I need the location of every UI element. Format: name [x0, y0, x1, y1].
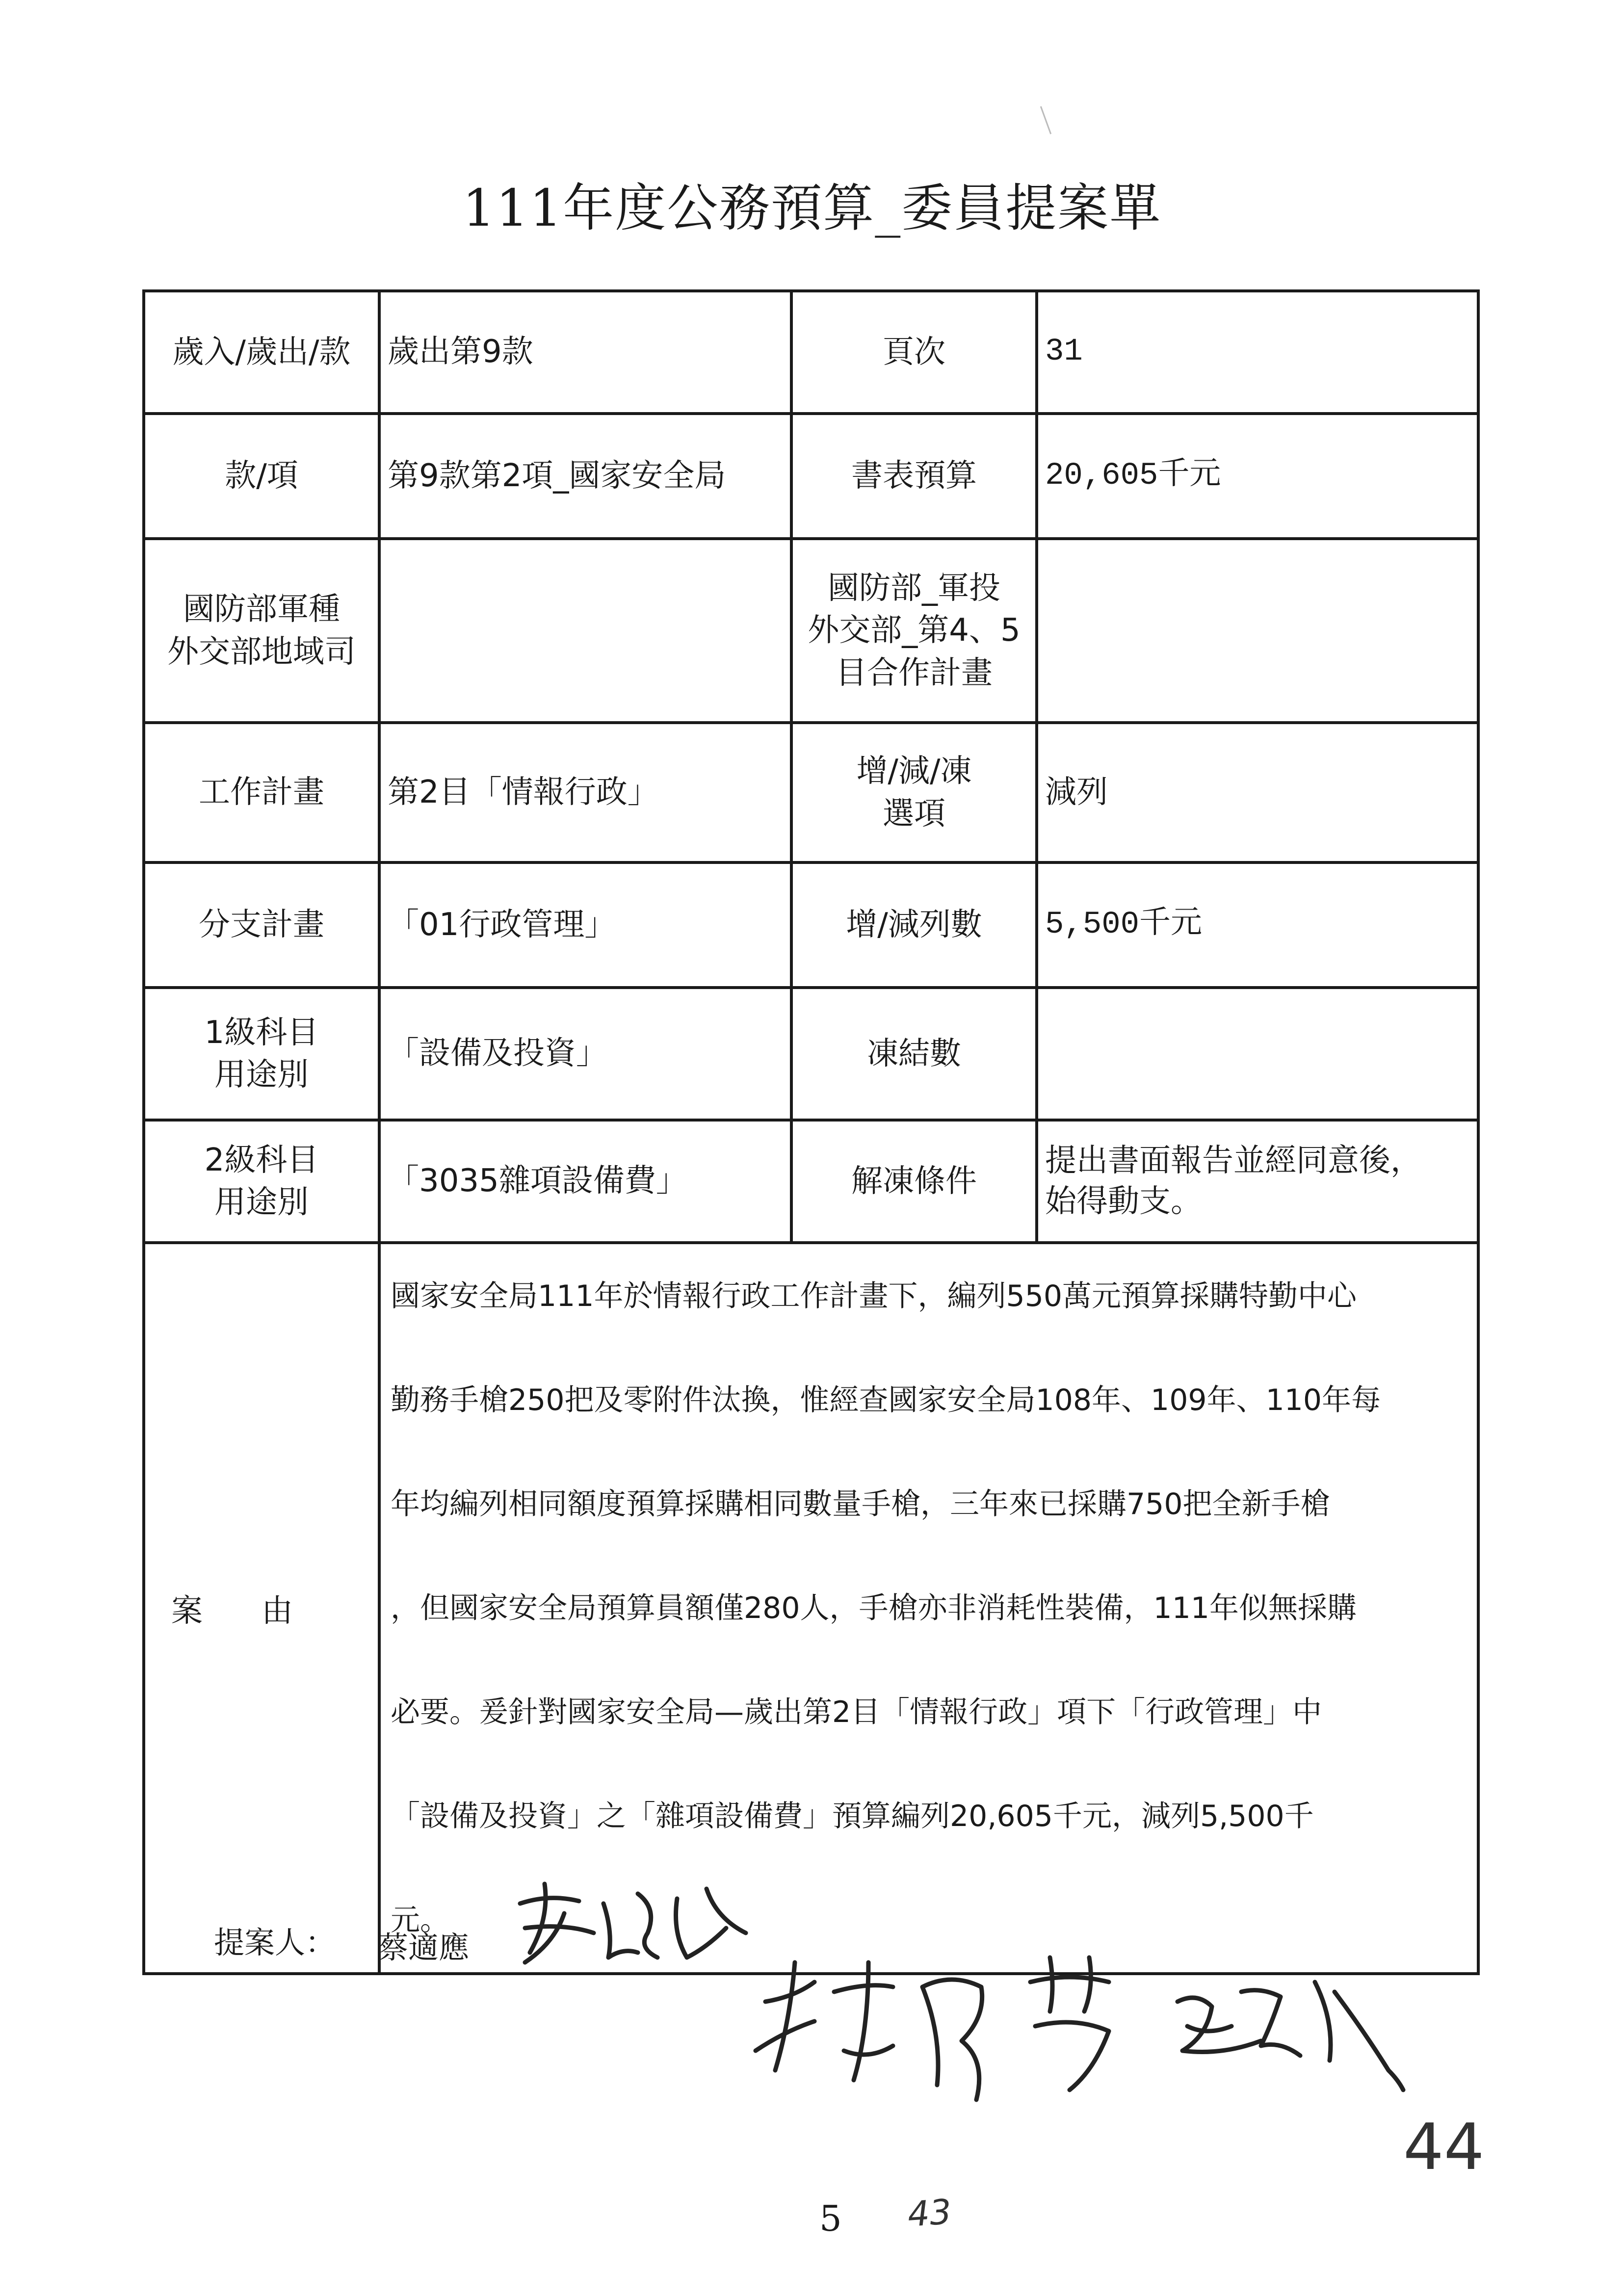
label-frozen-amount: 凍結數 — [791, 988, 1037, 1120]
label-ministry-line1: 國防部軍種 — [183, 591, 340, 628]
label-coop-line3: 目合作計畫 — [836, 654, 993, 691]
handwritten-total-number: 44 — [1403, 2110, 1485, 2184]
label-ministry-line2: 外交部地域司 — [167, 633, 356, 670]
value-work-plan: 第2目「情報行政」 — [379, 723, 791, 862]
proposal-form-table — [142, 289, 1480, 1975]
reason-line: 勤務手槍250把及零附件汰換，惟經查國家安全局108年、109年、110年每 — [391, 1383, 1381, 1417]
label-adjust-option — [791, 723, 1037, 862]
signature-stroke — [1315, 1982, 1403, 2090]
value-section-item: 第9款第2項_國家安全局 — [379, 414, 791, 539]
stray-pen-mark — [1040, 106, 1051, 134]
label-statement-budget: 書表預算 — [791, 414, 1037, 539]
value-ministry-division — [379, 539, 791, 723]
row-level2-subject — [144, 1120, 1478, 1243]
label-adjust-amount: 增/減列數 — [791, 862, 1037, 988]
label-level2-line1: 2級科目 — [204, 1142, 319, 1178]
row-level1-subject — [144, 988, 1478, 1120]
value-level2-subject: 「3035雜項設備費」 — [379, 1120, 791, 1243]
label-ministry-division — [144, 539, 379, 723]
label-level1-line1: 1級科目 — [204, 1014, 319, 1051]
value-page-ref: 31 — [1037, 291, 1478, 414]
label-level2-line2: 用途別 — [214, 1184, 309, 1221]
value-frozen-amount — [1037, 988, 1478, 1120]
label-adjust-line2: 選項 — [883, 795, 945, 832]
row-reason — [144, 1243, 1478, 1974]
value-cooperation-plan — [1037, 539, 1478, 723]
reason-text — [379, 1243, 1478, 1974]
signature-stroke — [1030, 1957, 1109, 2090]
reason-line: 國家安全局111年於情報行政工作計畫下，編列550萬元預算採購特勤中心 — [391, 1279, 1357, 1313]
value-adjust-option: 減列 — [1037, 723, 1478, 862]
proposer-label: 提案人： — [214, 1925, 336, 1960]
label-reason: 案由 — [144, 1243, 379, 1974]
label-page-ref: 頁次 — [791, 291, 1037, 414]
signature-stroke — [834, 1962, 893, 2080]
value-unfreeze-condition — [1037, 1120, 1478, 1243]
signature-stroke — [1178, 1998, 1261, 2052]
label-branch-plan: 分支計畫 — [144, 862, 379, 988]
reason-line: 必要。爰針對國家安全局—歲出第2目「情報行政」項下「行政管理」中 — [391, 1695, 1322, 1729]
row-branch-plan — [144, 862, 1478, 988]
label-coop-line1: 國防部_軍投 — [828, 570, 1000, 606]
value-budget-category: 歲出第9款 — [379, 291, 791, 414]
label-work-plan: 工作計畫 — [144, 723, 379, 862]
value-level1-subject: 「設備及投資」 — [379, 988, 791, 1120]
reason-line: 年均編列相同額度預算採購相同數量手槍，三年來已採購750把全新手槍 — [391, 1487, 1330, 1521]
reason-line: 元。 — [391, 1903, 449, 1937]
row-ministry — [144, 539, 1478, 723]
unfreeze-line2: 始得動支。 — [1045, 1183, 1202, 1220]
label-adjust-line1: 增/減/凍 — [856, 753, 972, 790]
value-branch-plan: 「01行政管理」 — [379, 862, 791, 988]
row-budget-category — [144, 291, 1478, 414]
label-budget-category: 歲入/歲出/款 — [144, 291, 379, 414]
page-number: 5 — [819, 2198, 842, 2239]
label-section-item: 款/項 — [144, 414, 379, 539]
value-adjust-amount: 5,500千元 — [1037, 862, 1478, 988]
label-level1-subject — [144, 988, 379, 1120]
reason-line: 「設備及投資」之「雜項設備費」預算編列20,605千元，減列5,500千 — [391, 1799, 1314, 1833]
label-level1-line2: 用途別 — [214, 1057, 309, 1093]
handwritten-page-number: 43 — [906, 2191, 953, 2235]
signature-stroke — [922, 1980, 982, 2100]
page-title: 111年度公務預算_委員提案單 — [462, 178, 1162, 238]
row-work-plan — [144, 723, 1478, 862]
row-item — [144, 414, 1478, 539]
signature-stroke — [1241, 1990, 1300, 2056]
value-statement-budget: 20,605千元 — [1037, 414, 1478, 539]
proposer-name: 蔡適應 — [378, 1930, 470, 1965]
label-coop-line2: 外交部_第4、5 — [808, 612, 1021, 649]
label-level2-subject — [144, 1120, 379, 1243]
signature-stroke — [756, 1962, 814, 2070]
reason-line: ，但國家安全局預算員額僅280人，手槍亦非消耗性裝備，111年似無採購 — [391, 1591, 1357, 1625]
unfreeze-line1: 提出書面報告並經同意後， — [1045, 1142, 1422, 1179]
label-cooperation-plan — [791, 539, 1037, 723]
label-unfreeze-condition: 解凍條件 — [791, 1120, 1037, 1243]
